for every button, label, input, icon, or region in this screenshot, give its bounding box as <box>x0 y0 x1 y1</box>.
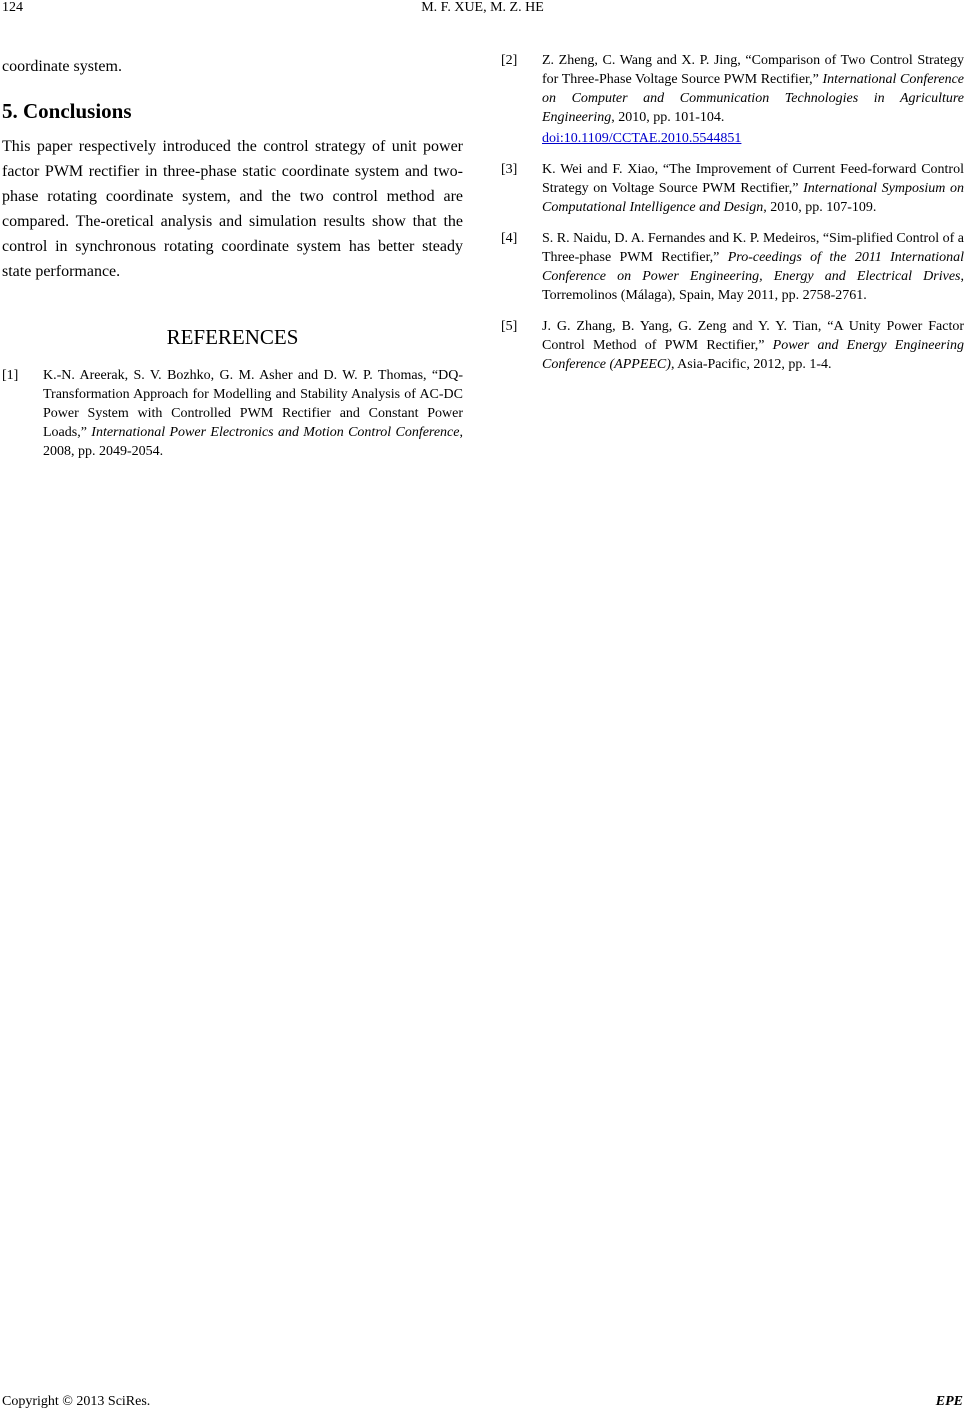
reference-text <box>542 317 964 374</box>
reference-authors: K.-N. Areerak, S. V. Bozhko, G. M. Asher and D. W. P. Thomas, “DQ-Transformation Approach for Modelling and Stability Analysis of AC-DC Power System with Controlled PWM Rectifier and Constant Power Loads,” <box>43 368 463 440</box>
journal-name: EPE <box>935 1394 963 1409</box>
reference-venue: International Conference on Computer and Communication Technologies in Agriculture Engineering <box>542 72 964 125</box>
reference-details: , 2008, pp. 2049-2054. <box>43 425 463 459</box>
continued-text: coordinate system. <box>2 58 122 75</box>
reference-item <box>501 51 964 148</box>
reference-text <box>542 229 964 305</box>
reference-authors: Z. Zheng, C. Wang and X. P. Jing, “Comparison of Two Control Strategy for Three-Phase Voltage Source PWM Rectifier,” <box>542 53 964 87</box>
reference-authors: K. Wei and F. Xiao, “The Improvement of Current Feed-forward Control Strategy on Voltage Source PWM Rectifier,” <box>542 162 964 196</box>
reference-number: [5] <box>501 319 518 334</box>
reference-details: , Torremolinos (Málaga), Spain, May 2011, pp. 2758-2761. <box>542 269 964 303</box>
conclusion-paragraph: This paper respectively introduced the control strategy of unit power factor PWM rectifier in three-phase static coordinate system and two-phase rotating coordinate system, and the two control method are compared. The-oretical analysis and simulation results show that the control in synchronous rotating coordinate system has better steady state performance. <box>2 138 463 280</box>
reference-details: , Asia-Pacific, 2012, pp. 1-4. <box>670 357 832 372</box>
reference-text <box>542 160 964 217</box>
reference-item <box>501 160 964 217</box>
copyright-notice: Copyright © 2013 SciRes. <box>2 1394 151 1409</box>
reference-number: [1] <box>2 368 19 383</box>
references-heading: REFERENCES <box>166 325 299 349</box>
left-column <box>2 56 463 473</box>
doi-link[interactable]: doi:10.1109/CCTAE.2010.5544851 <box>542 131 742 146</box>
reference-text <box>43 366 463 461</box>
reference-item <box>501 317 964 374</box>
reference-venue: Power and Energy Engineering Conference (APPEEC) <box>542 338 964 372</box>
reference-number: [3] <box>501 162 518 177</box>
reference-details: , 2010, pp. 101-104. <box>611 110 725 125</box>
running-head: M. F. XUE, M. Z. HE <box>421 0 544 15</box>
reference-authors: S. R. Naidu, D. A. Fernandes and K. P. Medeiros, “Sim-plified Control of a Three-phase PWM Rectifier,” <box>542 231 964 265</box>
reference-venue: International Power Electronics and Motion Control Conference <box>91 425 460 440</box>
reference-venue: Pro-ceedings of the 2011 International Conference on Power Engineering, Energy and Electrical Drives <box>542 250 964 284</box>
reference-text <box>542 51 964 148</box>
reference-item <box>2 366 463 461</box>
reference-number: [2] <box>501 53 518 68</box>
page-number: 124 <box>2 0 23 15</box>
right-column <box>501 51 964 386</box>
reference-authors: J. G. Zhang, B. Yang, G. Zeng and Y. Y. Tian, “A Unity Power Factor Control Method of PWM Rectifier,” <box>542 319 964 353</box>
reference-item <box>501 229 964 305</box>
section-heading: 5. Conclusions <box>2 99 132 123</box>
reference-venue: International Symposium on Computational Intelligence and Design <box>542 181 965 215</box>
reference-number: [4] <box>501 231 518 246</box>
reference-details: , 2010, pp. 107-109. <box>763 200 877 215</box>
